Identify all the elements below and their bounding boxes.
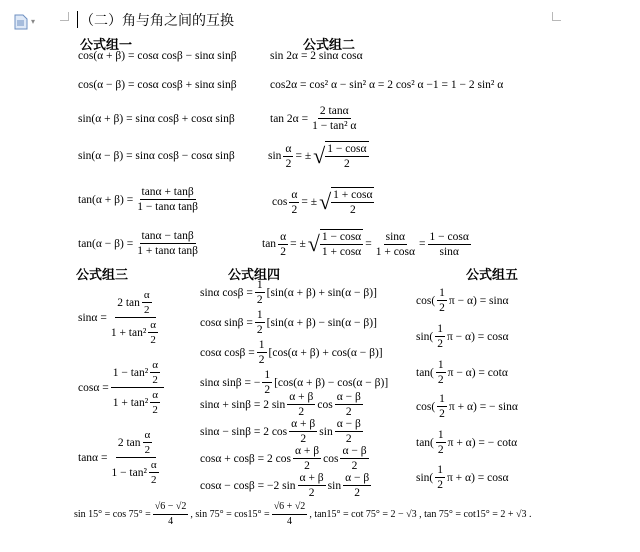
numerator: α + β — [291, 418, 316, 430]
numerator — [116, 428, 156, 458]
numerator: √6 + √2 — [272, 500, 308, 515]
formula-lhs: cosα sinβ = — [200, 316, 253, 329]
numerator: 1 − cosα — [327, 143, 367, 155]
formula-rhs: [cos(α + β) − cos(α − β)] — [274, 376, 389, 389]
formula-rhs: [cos(α + β) + cos(α − β)] — [268, 346, 383, 359]
numerator: α — [152, 389, 158, 401]
function-name: sin( — [416, 330, 434, 343]
function-name: sin — [319, 425, 333, 438]
denominator: 2 — [351, 460, 358, 472]
denominator: 1 + cosα — [321, 246, 362, 258]
sqrt-icon: √ — [319, 189, 332, 214]
denominator: sinα — [439, 245, 459, 258]
denominator: 2 — [256, 324, 263, 336]
denominator: 2 — [300, 433, 307, 445]
denominator-text: 1 + tan² — [112, 396, 149, 409]
formula-rhs: π − α) = sinα — [448, 294, 509, 307]
special-values-line — [74, 500, 532, 529]
numerator: 1 — [439, 393, 445, 405]
formula-lhs: cosα = — [78, 381, 109, 394]
text-segment: sin 15° = cos 75° = — [74, 509, 151, 520]
denominator — [109, 458, 162, 487]
denominator — [109, 318, 162, 347]
function-name: cos( — [416, 294, 436, 307]
formula-tan-diff — [78, 229, 202, 258]
formula-sin2a: sin 2α = 2 sinα cosα — [270, 50, 363, 62]
fraction — [343, 471, 371, 500]
function-name: tan — [262, 238, 277, 250]
formula-rhs: π − α) = cotα — [447, 366, 508, 379]
numerator: sinα — [385, 230, 406, 243]
fraction — [153, 500, 189, 529]
fraction — [278, 230, 288, 259]
numerator — [115, 288, 155, 318]
fraction — [255, 308, 265, 337]
fraction — [436, 428, 446, 457]
denominator: 2 — [151, 474, 157, 486]
numerator: 1 − cosα — [321, 231, 362, 243]
text-segment: , tan15° = cot 75° = 2 − √3 , tan 75° = cot15° = 2 + √3 . — [309, 509, 532, 520]
fraction — [283, 142, 293, 171]
fraction — [272, 500, 308, 529]
denominator: 1 − tanα tanβ — [137, 201, 199, 213]
fraction — [143, 428, 153, 457]
fraction — [310, 104, 358, 133]
dropdown-arrow-icon[interactable]: ▾ — [31, 17, 36, 26]
denominator: 2 — [152, 374, 158, 386]
formula-induction-6 — [416, 463, 509, 492]
numerator: tanα + tanβ — [141, 186, 194, 198]
fraction — [149, 458, 159, 487]
denominator: 2 — [285, 157, 292, 170]
formula-tan-sum — [78, 185, 202, 214]
fraction — [150, 388, 160, 417]
denominator — [111, 388, 164, 417]
header-group1: 公式组一 — [80, 37, 133, 52]
fraction — [148, 318, 158, 347]
fraction — [287, 390, 315, 419]
denominator: 4 — [287, 516, 292, 527]
formula-rhs: [sin(α + β) + sin(α − β)] — [266, 286, 377, 299]
fraction — [142, 288, 152, 317]
numerator: 1 — [439, 287, 445, 299]
fraction — [289, 417, 317, 446]
denominator: 1 + tanα tanβ — [137, 245, 199, 257]
function-name: sin — [327, 479, 342, 492]
numerator: α — [280, 230, 287, 243]
numerator: 1 — [256, 279, 263, 291]
formula-lhs: sinα − sinβ = 2 cos — [200, 425, 288, 438]
fraction — [255, 278, 265, 307]
fraction — [257, 338, 267, 367]
formula-sum-2 — [200, 417, 365, 446]
crop-mark-icon — [552, 12, 561, 21]
fraction — [289, 188, 299, 217]
fraction — [109, 428, 162, 487]
formula-rhs: π + α) = − cotα — [447, 436, 518, 449]
fraction — [135, 185, 200, 214]
numerator: α — [143, 289, 150, 301]
header-group4: 公式组四 — [228, 267, 281, 282]
numerator: α — [150, 319, 157, 331]
denominator: 2 — [345, 406, 352, 418]
crop-mark-icon — [60, 12, 69, 21]
sqrt-icon: √ — [307, 231, 320, 256]
numerator: 1 — [256, 309, 263, 321]
formula-rhs: π + α) = cosα — [447, 471, 509, 484]
formula-sin-tanhalf — [78, 288, 164, 347]
formula-tan-tanhalf — [78, 428, 165, 487]
formula-lhs: sinα = — [78, 311, 107, 324]
numerator-text: 2 tan — [117, 296, 140, 309]
formula-sum-4 — [200, 471, 373, 500]
formula-lhs: cosα cosβ = — [200, 346, 255, 359]
formula-rhs: [sin(α + β) − sin(α − β)] — [266, 316, 377, 329]
denominator: 2 — [144, 304, 150, 316]
numerator: α — [144, 429, 151, 441]
function-name: cos — [272, 196, 288, 208]
fraction — [298, 471, 326, 500]
function-name: cos — [323, 452, 339, 465]
formula-lhs: tanα = — [78, 451, 108, 464]
formula-sum-3 — [200, 444, 371, 473]
plus-minus: = ± — [301, 196, 318, 208]
function-name: cos( — [416, 400, 436, 413]
header-group2: 公式组二 — [303, 37, 356, 52]
numerator — [111, 358, 164, 388]
fraction — [436, 358, 446, 387]
denominator: 1 − tan² α — [312, 120, 357, 132]
text-cursor — [77, 11, 78, 28]
formula-lhs: tan 2α = — [270, 112, 309, 125]
formula-induction-3 — [416, 358, 508, 387]
numerator: α − β — [336, 418, 361, 430]
denominator: 2 — [258, 354, 265, 366]
formula-product-3 — [200, 338, 383, 367]
formula-lhs: tan(α + β) = — [78, 193, 134, 206]
function-name: cos — [317, 398, 333, 411]
formula-cos-tanhalf — [78, 358, 166, 417]
numerator-text: 2 tan — [117, 436, 141, 449]
numerator: α − β — [345, 472, 370, 484]
formula-lhs: tan(α − β) = — [78, 237, 134, 250]
denominator: 2 — [344, 158, 350, 170]
numerator: tanα − tanβ — [141, 230, 194, 242]
denominator: 2 — [152, 404, 158, 416]
fraction — [428, 230, 471, 259]
formula-sin-half — [268, 141, 371, 171]
numerator: α − β — [336, 391, 361, 403]
fraction — [111, 358, 164, 417]
formula-cos-half — [272, 187, 376, 217]
denominator: 2 — [349, 204, 356, 216]
numerator: α — [291, 188, 298, 201]
formula-lhs: cosα + cosβ = 2 cos — [200, 452, 291, 465]
formula-lhs: sinα sinβ = − — [200, 376, 261, 389]
denominator-text: 1 + tan² — [110, 326, 147, 339]
formula-cos-sum: cos(α + β) = cosα cosβ − sinα sinβ — [78, 50, 237, 62]
denominator: 2 — [256, 294, 263, 306]
function-name: tan( — [416, 366, 434, 379]
formula-sin-sum: sin(α + β) = sinα cosβ + cosα sinβ — [78, 113, 235, 125]
formula-induction-1 — [416, 286, 509, 315]
equals: = — [365, 238, 372, 250]
denominator: 2 — [345, 433, 352, 445]
formula-tan2a — [270, 104, 360, 133]
numerator: α + β — [289, 391, 314, 403]
numerator: 1 — [264, 369, 271, 381]
denominator: 2 — [439, 302, 445, 314]
numerator-text: 1 − tan² — [112, 366, 149, 379]
fraction — [135, 229, 200, 258]
fraction — [335, 417, 363, 446]
formula-sum-1 — [200, 390, 365, 419]
fraction — [331, 187, 374, 217]
numerator: 1 + cosα — [333, 189, 373, 201]
denominator: 2 — [437, 444, 444, 456]
denominator: 2 — [298, 406, 305, 418]
numerator: 1 — [437, 323, 443, 335]
numerator: 2 tanα — [319, 105, 349, 117]
fraction — [150, 358, 160, 387]
sqrt-icon: √ — [313, 143, 326, 168]
numerator: α — [285, 142, 292, 155]
formula-cos-diff: cos(α − β) = cosα cosβ + sinα sinβ — [78, 79, 237, 91]
formula-lhs: cosα − cosβ = −2 sin — [200, 479, 296, 492]
formula-product-2 — [200, 308, 377, 337]
formula-lhs: sinα + sinβ = 2 sin — [200, 398, 286, 411]
equals: = — [419, 238, 426, 250]
text-segment: , sin 75° = cos15° = — [190, 509, 270, 520]
numerator: √6 − √2 — [153, 500, 189, 515]
numerator: 1 — [437, 429, 444, 441]
formula-tan-half — [262, 229, 473, 259]
fraction — [340, 444, 368, 473]
denominator: 4 — [168, 516, 174, 527]
numerator: α — [150, 459, 157, 471]
denominator-text: 1 − tan² — [111, 466, 147, 479]
header-group3: 公式组三 — [76, 267, 129, 282]
fraction — [437, 286, 447, 315]
formula-product-1 — [200, 278, 377, 307]
fraction — [293, 444, 321, 473]
denominator: 2 — [437, 338, 443, 350]
denominator: 1 + cosα — [375, 245, 416, 258]
numerator: 1 — [437, 359, 444, 371]
denominator: 2 — [354, 487, 361, 499]
plus-minus: = ± — [290, 238, 306, 250]
fraction — [320, 229, 363, 259]
formula-rhs: π − α) = cosα — [447, 330, 509, 343]
numerator: α + β — [294, 445, 320, 457]
fraction — [435, 463, 445, 492]
fraction — [437, 392, 447, 421]
numerator: α + β — [299, 472, 324, 484]
plus-minus: = ± — [295, 150, 312, 162]
numerator: 1 — [437, 464, 443, 476]
formula-cos2a: cos2α = cos² α − sin² α = 2 cos² α −1 = 1 − 2 sin² α — [270, 79, 504, 91]
fraction — [435, 322, 445, 351]
formula-rhs: π + α) = − sinα — [448, 400, 518, 413]
denominator: 2 — [304, 460, 310, 472]
section-title: （二）角与角之间的互换 — [80, 12, 234, 28]
function-name: sin( — [416, 471, 434, 484]
header-group5: 公式组五 — [466, 267, 519, 282]
formula-induction-5 — [416, 428, 517, 457]
denominator: 2 — [439, 408, 445, 420]
denominator: 2 — [291, 203, 298, 216]
denominator: 2 — [437, 374, 444, 386]
denominator: 2 — [264, 384, 271, 396]
numerator: 1 − cosα — [429, 230, 469, 243]
denominator: 2 — [280, 245, 286, 258]
formula-induction-2 — [416, 322, 509, 351]
formula-lhs: sinα cosβ = — [200, 286, 253, 299]
fraction — [325, 141, 368, 171]
numerator: 1 — [258, 339, 265, 351]
function-name: tan( — [416, 436, 434, 449]
formula-induction-4 — [416, 392, 518, 421]
formula-sin-diff: sin(α − β) = sinα cosβ − cosα sinβ — [78, 150, 235, 162]
denominator: 2 — [144, 444, 151, 456]
denominator: 2 — [308, 487, 315, 499]
numerator: α — [152, 359, 158, 371]
numerator: α − β — [342, 445, 367, 457]
function-name: sin — [268, 150, 282, 162]
fraction — [374, 230, 417, 259]
fraction — [109, 288, 162, 347]
denominator: 2 — [437, 479, 443, 491]
denominator: 2 — [150, 334, 156, 346]
fraction — [335, 390, 363, 419]
document-icon — [14, 14, 28, 30]
